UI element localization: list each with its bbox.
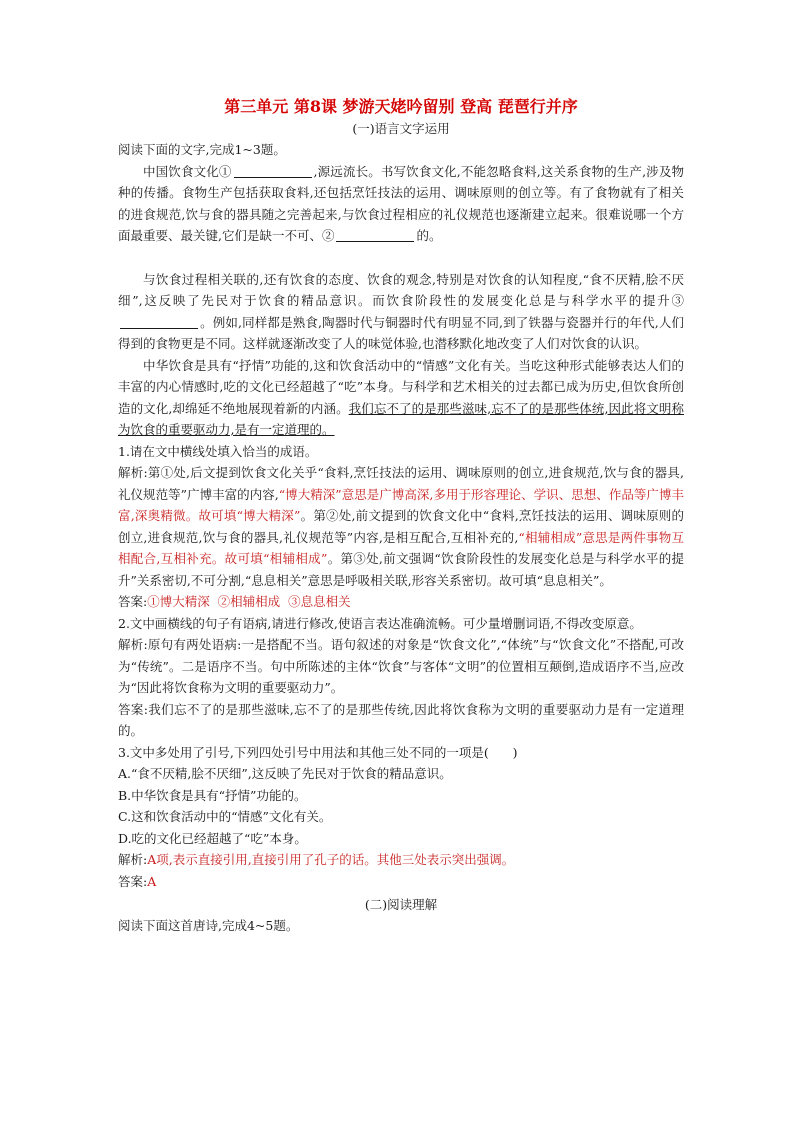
question-2-answer: 答案:我们忘不了的是那些滋味,忘不了的是那些传统,因此将饮食称为文明的重要驱动力是有一定道理的。 xyxy=(118,701,684,738)
passage-paragraph-3: 中华饮食是具有“抒情”功能的,这和饮食活动中的“情感”文化有关。当吃这种形式能够表达人们的丰富的内心情感时,吃的文化已经超越了“吃”本身。与科学和艺术相关的过去都已成为历史,但饮食所创造的文化,却绵延不绝地展现着新的内涵。我们忘不了的是那些滋味,忘不了的是那些体统,因此将文明称为饮食的重要驱动力,是有一定道理的。 xyxy=(118,357,684,437)
section-heading-reading: (二)阅读理解 xyxy=(364,897,438,912)
question-3-option-b: B.中华饮食是具有“抒情”功能的。 xyxy=(118,787,307,803)
question-1-analysis: 解析:第①处,后文提到饮食文化关乎“食料,烹饪技法的运用、调味原则的创立,进食规范,饮与食的器具,礼仪规范等”广博丰富的内容,“博大精深”意思是广博高深,多用于形容理论、学识、思想、作品等广博丰富,深奥精微。故可填“博大精深”。第②处,前文提到的饮食文化中“食料,烹饪技法的运用、调味原则的创立,进食规范,饮与食的器具,礼仪规范等”内容,是相互配合,互相补充的,“相辅相成”意思是两件事物互相配合,互相补充。故可填“相辅相成”。第③处,前文强调“饮食阶段性的发展变化总是与科学水平的提升”关系密切,不可分割,“息息相关”意思是呼吸相关联,形容关系密切。故可填“息息相关”。 xyxy=(118,465,684,588)
document-page xyxy=(118,96,684,937)
question-3: 3.文中多处用了引号,下列四处引号中用法和其他三处不同的一项是( ) xyxy=(118,744,518,760)
question-3-analysis: 解析:A项,表示直接引用,直接引用了孔子的话。其他三处表示突出强调。 xyxy=(118,852,515,867)
question-2: 2.文中画横线的句子有语病,请进行修改,使语言表达准确流畅。可少量增删词语,不得改变原意。 xyxy=(118,615,642,631)
fill-blank-1 xyxy=(234,163,312,178)
passage-paragraph-1: 中国饮食文化① ,源远流长。书写饮食文化,不能忽略食料,这关系食物的生产,涉及物种的传播。食物生产包括获取食料,还包括烹饪技法的运用、调味原则的创立等。有了食物就有了相关的进食规范,饮与食的器具随之完善起来,与饮食过程相应的礼仪规范也逐渐建立起来。很难说哪一个方面最重要、最关键,它们是缺一不可、② 的。 xyxy=(118,163,684,243)
page-title: 第三单元 第8课 梦游天姥吟留别 登高 琵琶行并序 xyxy=(224,97,578,116)
question-3-option-c: C.这和饮食活动中的“情感”文化有关。 xyxy=(118,809,332,824)
question-1-answer: 答案:①博大精深 ②相辅相成 ③息息相关 xyxy=(118,594,351,609)
reading-instruction-2: 阅读下面这首唐诗,完成4~5题。 xyxy=(118,918,299,933)
fill-blank-2 xyxy=(336,227,414,242)
section-heading-language: (一)语言文字运用 xyxy=(352,121,450,136)
question-3-option-d: D.吃的文化已经超越了“吃”本身。 xyxy=(118,830,307,846)
question-2-analysis: 解析:原句有两处语病:一是搭配不当。语句叙述的对象是“饮食文化”,“体统”与“饮食文化”不搭配,可改为“传统”。二是语序不当。句中所陈述的主体“饮食”与客体“文明”的位置相互颠倒,造成语序不当,应改为“因此将饮食称为文明的重要驱动力”。 xyxy=(118,637,684,695)
passage-paragraph-2: 与饮食过程相关联的,还有饮食的态度、饮食的观念,特别是对饮食的认知程度,“食不厌精,脍不厌细”,这反映了先民对于饮食的精品意识。而饮食阶段性的发展变化总是与科学水平的提升③。例如,同样都是熟食,陶器时代与铜器时代有明显不同,到了铁器与瓷器并行的年代,人们得到的食物更是不同。这样就逐渐改变了人的味觉体验,也潜移默化地改变了人们对饮食的认识。 xyxy=(118,271,684,351)
question-3-answer: 答案:A xyxy=(118,873,157,889)
question-3-option-a: A.“食不厌精,脍不厌细”,这反映了先民对于饮食的精品意识。 xyxy=(118,766,452,781)
fill-blank-3 xyxy=(120,314,198,329)
underlined-sentence: 我们忘不了的是那些滋味,忘不了的是那些体统,因此将文明称为饮食的重要驱动力,是有一定道理的。 xyxy=(118,400,684,437)
question-1: 1.请在文中横线处填入恰当的成语。 xyxy=(118,443,318,459)
reading-instruction: 阅读下面的文字,完成1~3题。 xyxy=(118,142,286,157)
